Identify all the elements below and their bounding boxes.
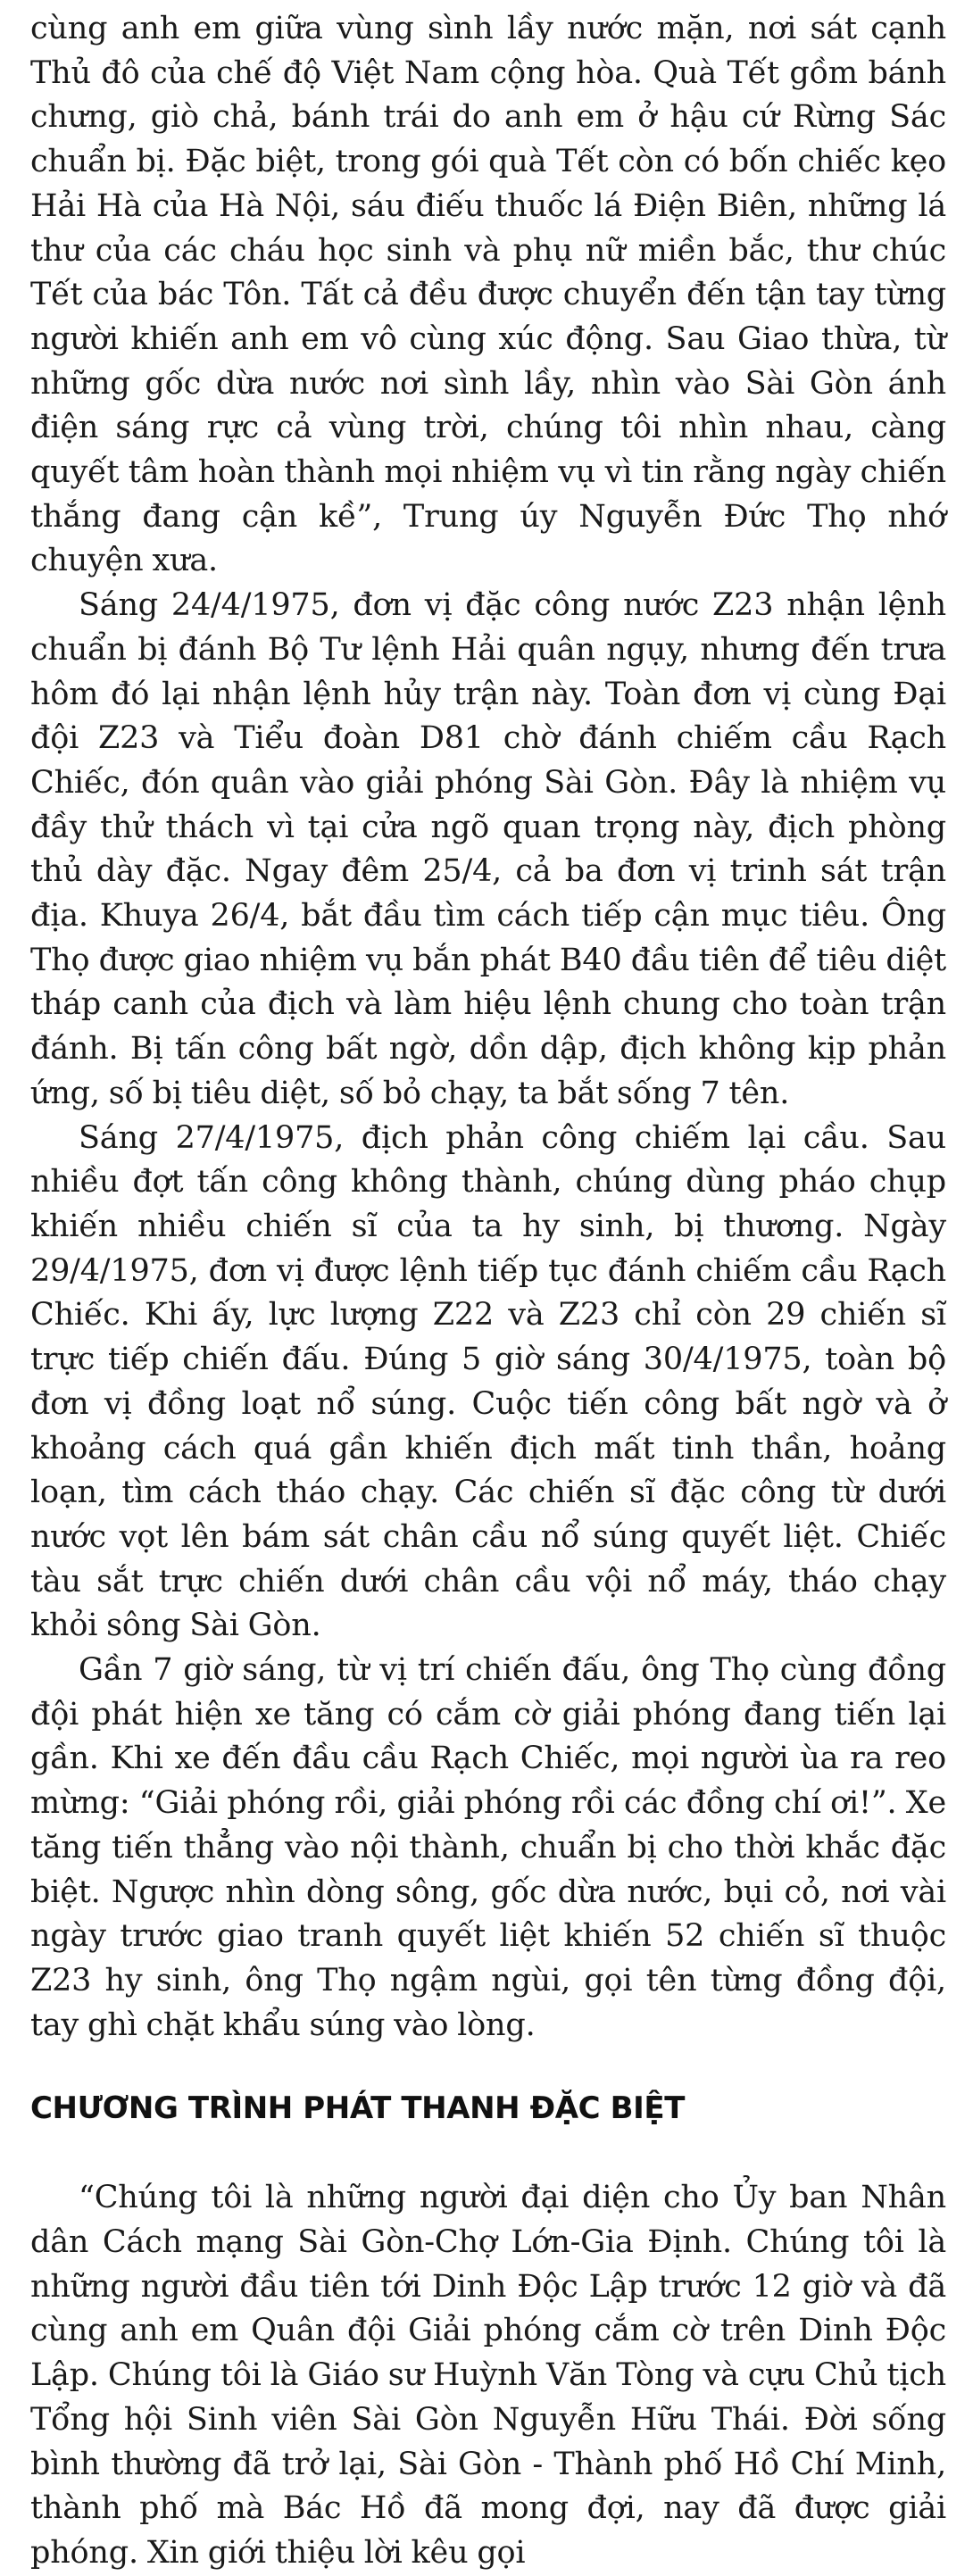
- article-paragraph: Sáng 24/4/1975, đơn vị đặc công nước Z23 nhận lệnh chuẩn bị đánh Bộ Tư lệnh Hải quân ngụy, nhưng đến trưa hôm đó lại nhận lệnh hủy trận này. Toàn đơn vị cùng Đại đội Z23 và Tiểu đoàn D81 chờ đánh chiếm cầu Rạch Chiếc, đón quân vào giải phóng Sài Gòn. Đây là nhiệm vụ đầy thử thách vì tại cửa ngõ quan trọng này, địch phòng thủ dày đặc. Ngay đêm 25/4, cả ba đơn vị trinh sát trận địa. Khuya 26/4, bắt đầu tìm cách tiếp cận mục tiêu. Ông Thọ được giao nhiệm vụ bắn phát B40 đầu tiên để tiêu diệt tháp canh của địch và làm hiệu lệnh chung cho toàn trận đánh. Bị tấn công bất ngờ, dồn dập, địch không kịp phản ứng, số bị tiêu diệt, số bỏ chạy, ta bắt sống 7 tên.: [30, 587, 946, 1111]
- article-paragraph: “Chúng tôi là những người đại diện cho Ủy ban Nhân dân Cách mạng Sài Gòn-Chợ Lớn-Gia Định. Chúng tôi là những người đầu tiên tới Dinh Độc Lập trước 12 giờ và đã cùng anh em Quân đội Giải phóng cắm cờ trên Dinh Độc Lập. Chúng tôi là Giáo sư Huỳnh Văn Tòng và cựu Chủ tịch Tổng hội Sinh viên Sài Gòn Nguyễn Hữu Thái. Đời sống bình thường đã trở lại, Sài Gòn - Thành phố Hồ Chí Minh, thành phố mà Bác Hồ đã mong đợi, nay đã được giải phóng. Xin giới thiệu lời kêu gọi: [30, 2180, 946, 2571]
- article-paragraph: Gần 7 giờ sáng, từ vị trí chiến đấu, ông Thọ cùng đồng đội phát hiện xe tăng có cắm cờ giải phóng đang tiến lại gần. Khi xe đến đầu cầu Rạch Chiếc, mọi người ùa ra reo mừng: “Giải phóng rồi, giải phóng rồi các đồng chí ơi!”. Xe tăng tiến thẳng vào nội thành, chuẩn bị cho thời khắc đặc biệt. Ngược nhìn dòng sông, gốc dừa nước, bụi cỏ, nơi vài ngày trước giao tranh quyết liệt khiến 52 chiến sĩ thuộc Z23 hy sinh, ông Thọ ngậm ngùi, gọi tên từng đồng đội, tay ghì chặt khẩu súng vào lòng.: [30, 1652, 946, 2043]
- article-paragraph: Sáng 27/4/1975, địch phản công chiếm lại cầu. Sau nhiều đợt tấn công không thành, chúng dùng pháo chụp khiến nhiều chiến sĩ của ta hy sinh, bị thương. Ngày 29/4/1975, đơn vị được lệnh tiếp tục đánh chiếm cầu Rạch Chiếc. Khi ấy, lực lượng Z22 và Z23 chỉ còn 29 chiến sĩ trực tiếp chiến đấu. Đúng 5 giờ sáng 30/4/1975, toàn bộ đơn vị đồng loạt nổ súng. Cuộc tiến công bất ngờ và ở khoảng cách quá gần khiến địch mất tinh thần, hoảng loạn, tìm cách tháo chạy. Các chiến sĩ đặc công từ dưới nước vọt lên bám sát chân cầu nổ súng quyết liệt. Chiếc tàu sắt trực chiến dưới chân cầu vội nổ máy, tháo chạy khỏi sông Sài Gòn.: [30, 1119, 946, 1644]
- section-heading: CHƯƠNG TRÌNH PHÁT THANH ĐẶC BIỆT: [30, 2090, 686, 2127]
- article-paragraph: cùng anh em giữa vùng sình lầy nước mặn, nơi sát cạnh Thủ đô của chế độ Việt Nam cộng hòa. Quà Tết gồm bánh chưng, giò chả, bánh trái do anh em ở hậu cứ Rừng Sác chuẩn bị. Đặc biệt, trong gói quà Tết còn có bốn chiếc kẹo Hải Hà của Hà Nội, sáu điếu thuốc lá Điện Biên, những lá thư của các cháu học sinh và phụ nữ miền bắc, thư chúc Tết của bác Tôn. Tất cả đều được chuyển đến tận tay từng người khiến anh em vô cùng xúc động. Sau Giao thừa, từ những gốc dừa nước nơi sình lầy, nhìn vào Sài Gòn ánh điện sáng rực cả vùng trời, chúng tôi nhìn nhau, càng quyết tâm hoàn thành mọi nhiệm vụ vì tin rằng ngày chiến thắng đang cận kề”, Trung úy Nguyễn Đức Thọ nhớ chuyện xưa.: [30, 11, 946, 579]
